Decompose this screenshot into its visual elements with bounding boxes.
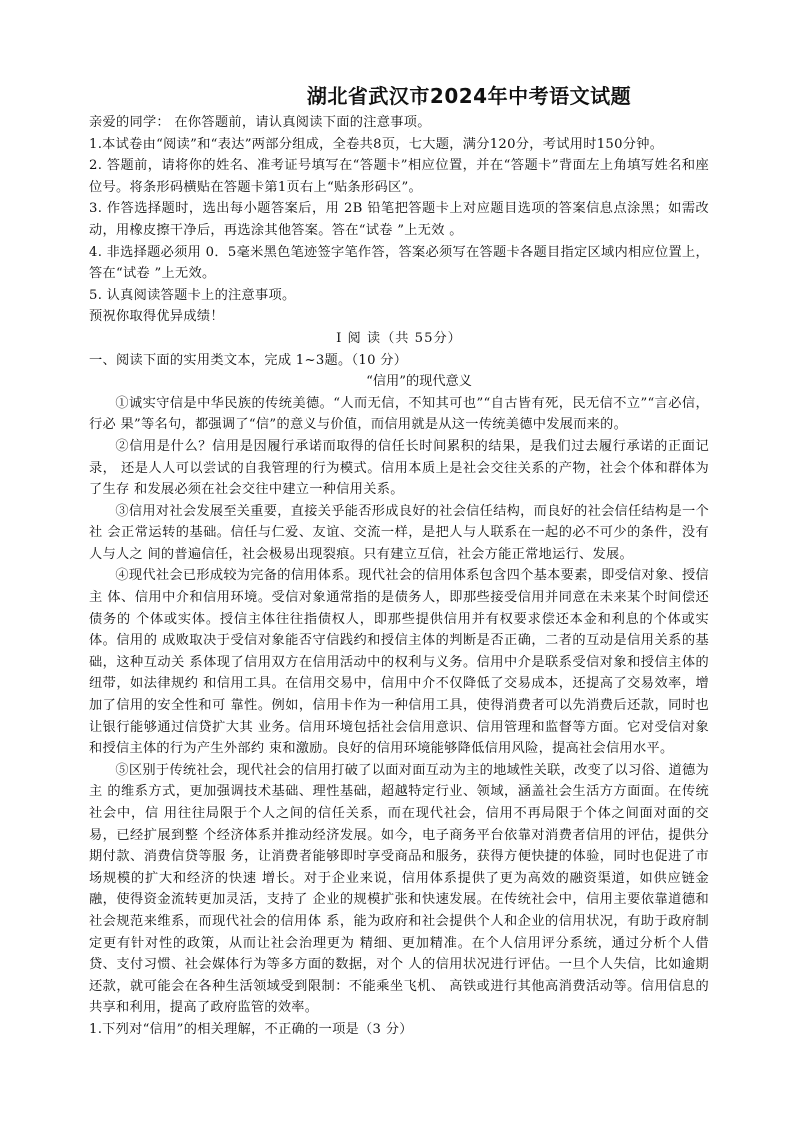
notice-item-5: 5. 认真阅读答题卡上的注意事项。 <box>89 287 296 303</box>
question-1: 1.下列对“信用”的相关理解，不正确的一项是（3 分） <box>89 1021 413 1037</box>
article-paragraph-2: ②信用是什么？信用是因履行承诺而取得的信任长时间累积的结果，是我们过去履行承诺的正面记录， 还是人人可以尝试的自我管理的行为模式。信用本质上是社会交往关系的产物，社会个体和群体为了生存 和发展必须在社会交往中建立一种信用关系。 <box>89 438 709 498</box>
question-group-instruction: 一、阅读下面的实用类文本，完成 1~3题。（10 分） <box>89 352 408 368</box>
section-heading: I 阅 读（共 55分） <box>336 330 462 346</box>
article-paragraph-4: ④现代社会已形成较为完备的信用体系。现代社会的信用体系包含四个基本要素，即受信对象、授信主 体、信用中介和信用环境。受信对象通常指的是债务人，即那些接受信用并同意在未来某个时间偿还债务的 个体或实体。授信主体往往指债权人，即那些提供信用并有权要求偿还本金和利息的个体或实体。信用的 成败取决于受信对象能否守信践约和授信主体的判断是否正确，二者的互动是信用关系的基础，这种互动关 系体现了信用双方在信用活动中的权利与义务。信用中介是联系受信对象和授信主体的纽带，如法律规约 和信用工具。在信用交易中，信用中介不仅降低了交易成本，还提高了交易效率，增加了信用的安全性和可 靠性。例如，信用卡作为一种信用工具，使得消费者可以先消费后还款，同时也让银行能够通过信贷扩大其 业务。信用环境包括社会信用意识、信用管理和监督等方面。它对受信对象和授信主体的行为产生外部约 束和激励。良好的信用环境能够降低信用风险，提高社会信用水平。 <box>89 568 709 757</box>
article-title: “信用”的现代意义 <box>366 374 472 390</box>
notice-item-1: 1.本试卷由“阅读”和“表达”两部分组成，全卷共8页，七大题，满分120分，考试用时150分钟。 <box>89 136 664 152</box>
exam-page <box>89 80 709 1041</box>
notice-item-3: 3. 作答选择题时，选出每小题答案后，用 2B 铅笔把答题卡上对应题目选项的答案信息点涂黑；如需改 动，用橡皮擦干净后，再选涂其他答案。答在“试卷 ”上无效 。 <box>89 201 709 238</box>
notice-item-2: 2. 答题前，请将你的姓名、准考证号填写在“答题卡”相应位置，并在“答题卡”背面左上角填写姓名和座 位号。将条形码横贴在答题卡第1页右上“贴条形码区”。 <box>89 158 709 195</box>
notice-block <box>89 112 709 328</box>
article-paragraph-3: ③信用对社会发展至关重要，直接关乎能否形成良好的社会信任结构，而良好的社会信任结构是一个社 会正常运转的基础。信任与仁爱、友谊、交流一样，是把人与人联系在一起的必不可少的条件，没有人与人之 间的普遍信任，社会极易出现裂痕。只有建立互信，社会方能正常地运行、发展。 <box>89 503 709 562</box>
page-title: 湖北省武汉市2024年中考语文试题 <box>306 84 632 108</box>
article-paragraph-5: ⑤区别于传统社会，现代社会的信用打破了以面对面互动为主的地域性关联，改变了以习俗、道德为主 的维系方式，更加强调技术基础、理性基础，超越特定行业、领域，涵盖社会生活方方面面。在传统社会中，信 用往往局限于个人之间的信任关系，而在现代社会，信用不再局限于个体之间面对面的交易，已经扩展到整 个经济体系并推动经济发展。如今，电子商务平台依靠对消费者信用的评估，提供分期付款、消费信贷等服 务，让消费者能够即时享受商品和服务，获得方便快捷的体验，同时也促进了市场规模的扩大和经济的快速 增长。对于企业来说，信用体系提供了更为高效的融资渠道，如供应链金融，使得资金流转更加灵活，支持了 企业的规模扩张和快速发展。在传统社会中，信用主要依靠道德和社会规范来维系，而现代社会的信用体 系，能为政府和社会提供个人和企业的信用状况，有助于政府制定更有针对性的政策，从而让社会治理更为 精细、更加精准。在个人信用评分系统，通过分析个人借贷、支付习惯、社会媒体行为等多方面的数据，对个 人的信用状况进行评估。一旦个人失信，比如逾期还款，就可能会在各种生活领域受到限制：不能乘坐飞机、 高铁或进行其他高消费活动等。信用信息的共享和利用，提高了政府监管的效率。 <box>89 762 709 1016</box>
article-body <box>89 393 709 1019</box>
article-paragraph-1: ①诚实守信是中华民族的传统美德。“人而无信，不知其可也”“自古皆有死，民无信不立”“言必信，行必 果”等名句，都强调了“信”的意义与价值，而信用就是从这一传统美德中发展而来的。 <box>89 395 709 433</box>
notice-closing: 预祝你取得优异成绩！ <box>89 309 224 325</box>
notice-greeting: 亲爱的同学： 在你答题前，请认真阅读下面的注意事项。 <box>89 115 431 130</box>
notice-item-4: 4. 非选择题必须用 0．5毫米黑色笔迹签字笔作答，答案必须写在答题卡各题目指定区域内相应位置上， 答在“试卷 ”上无效。 <box>89 244 709 282</box>
